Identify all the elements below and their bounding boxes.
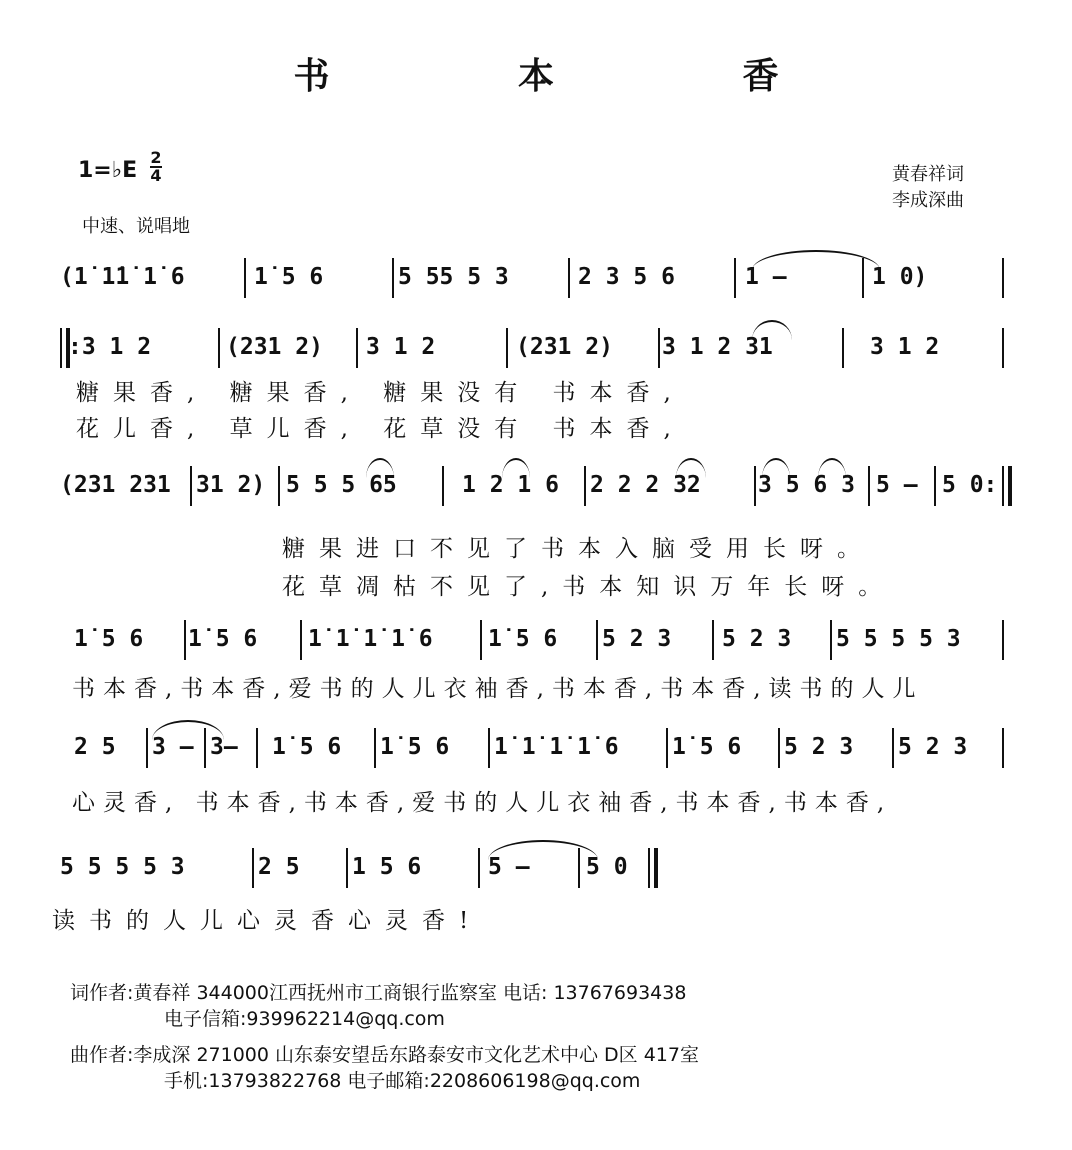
measure: 2 5 xyxy=(258,854,300,880)
measure: (231 2) xyxy=(516,334,613,360)
score-row-5 xyxy=(0,728,1072,788)
lyricist-credit: 黄春祥词 xyxy=(892,164,964,185)
measure: (1̇ 1̇1̇ 1̇ 6 xyxy=(60,264,185,290)
lyrics-verse-2-line-2: 花草凋枯不见了,书本知识万年长呀。 xyxy=(282,574,896,600)
score-row-3 xyxy=(0,466,1072,526)
credits xyxy=(892,162,964,214)
lyrics-verse-2-line-1: 花儿香, 草儿香, 花草没有 书本香, xyxy=(76,416,685,442)
measure: 5 5 5 5 3 xyxy=(836,626,961,652)
lyricist-email: 电子信箱:939962214@qq.com xyxy=(164,1008,445,1030)
lyrics-verse-1-line-2: 糖果进口不见了书本入脑受用长呀。 xyxy=(282,536,874,562)
lyrics-verse-1-line-1: 糖果香, 糖果香, 糖果没有 书本香, xyxy=(76,380,685,406)
measure: 1̇ 1̇ 1̇ 1̇ 6 xyxy=(494,734,619,760)
measure: 1̇ 5 6 xyxy=(672,734,742,760)
measure: 5 – xyxy=(876,472,918,498)
measure: 1 – xyxy=(745,264,787,290)
lyrics-line-4: 书本香,书本香,爱书的人儿衣袖香,书本香,书本香,读书的人儿 xyxy=(72,676,924,702)
tempo-marking: 中速、说唱地 xyxy=(82,216,190,237)
measure: 1̇ 5 6 xyxy=(488,626,558,652)
measure: 1 2 1 6 xyxy=(462,472,559,498)
measure: 5 2 3 xyxy=(898,734,968,760)
song-title: 书 本 香 xyxy=(293,55,867,97)
composer-phone-email: 手机:13793822768 电子邮箱:2208606198@qq.com xyxy=(164,1070,641,1092)
measure: 2 2 2 32 xyxy=(590,472,701,498)
measure: 1̇ 5 6 xyxy=(254,264,324,290)
measure: 3 5 6 3 xyxy=(758,472,855,498)
measure: 1 0) xyxy=(872,264,928,290)
measure: 5 55 5 3 xyxy=(398,264,509,290)
measure: 5 2 3 xyxy=(722,626,792,652)
measure: 1̇ 5 6 xyxy=(272,734,342,760)
measure: 5 5 5 5 3 xyxy=(60,854,185,880)
lyrics-line-5: 心灵香, 书本香,书本香,爱书的人儿衣袖香,书本香,书本香, xyxy=(72,790,893,816)
lyricist-address: 词作者:黄春祥 344000江西抚州市工商银行监察室 电话: 13767693438 xyxy=(70,982,687,1004)
score-row-6 xyxy=(0,848,1072,908)
measure: 1̇ 5 6 xyxy=(380,734,450,760)
measure: 2 5 xyxy=(74,734,116,760)
measure: 1̇ 1̇ 1̇ 1̇ 6 xyxy=(308,626,433,652)
composer-contact xyxy=(70,1042,699,1094)
measure: 5 – xyxy=(488,854,530,880)
measure: 3 1 2 xyxy=(366,334,436,360)
measure: 1̇ 5 6 xyxy=(74,626,144,652)
measure: 1̇ 5 6 xyxy=(188,626,258,652)
measure: 1 5 6 xyxy=(352,854,422,880)
measure: 3 1 2 31 xyxy=(662,334,773,360)
composer-address: 曲作者:李成深 271000 山东泰安望岳东路泰安市文化艺术中心 D区 417室 xyxy=(70,1044,699,1066)
time-signature-top: 2 xyxy=(150,148,162,167)
measure: 3 – xyxy=(152,734,194,760)
measure: (231 231 xyxy=(60,472,171,498)
measure: (231 2) xyxy=(226,334,323,360)
score-row-1 xyxy=(0,258,1072,318)
measure: 5 0: xyxy=(942,472,998,498)
measure: 5 2 3 xyxy=(784,734,854,760)
lyrics-line-6: 读书的人儿心灵香心灵香! xyxy=(52,908,483,934)
measure: 3 1 2 xyxy=(870,334,940,360)
composer-credit: 李成深曲 xyxy=(892,190,964,211)
time-signature-bottom: 4 xyxy=(150,166,162,185)
time-signature xyxy=(150,150,162,184)
measure: 31 2) xyxy=(196,472,266,498)
measure: 5 5 5 65 xyxy=(286,472,397,498)
measure: 2 3 5 6 xyxy=(578,264,675,290)
measure: 3– xyxy=(210,734,238,760)
measure: 5 0 xyxy=(586,854,628,880)
key-signature: 1=♭E xyxy=(78,158,138,183)
measure: 5 2 3 xyxy=(602,626,672,652)
lyricist-contact xyxy=(70,980,686,1032)
measure: :3 1 2 xyxy=(68,334,152,360)
